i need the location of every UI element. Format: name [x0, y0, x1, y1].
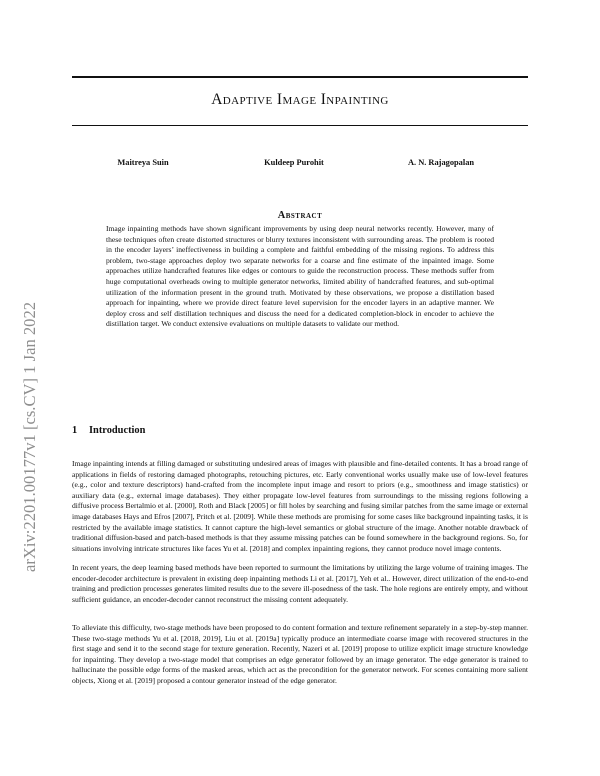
- author-name: Kuldeep Purohit: [264, 158, 324, 167]
- arxiv-sidebar: [19, 217, 41, 572]
- body-paragraph: Image inpainting intends at filling damaged or substituting undesired areas of images with plausible and fine-detailed contents. It has a broad range of applications in fields of restoring damaged photographs, retouching pictures, etc. Early conventional works usually make use of low-level features (e.g., color and texture descriptors) hand-crafted from the incomplete input image and resort to priors (e.g., smoothness and image statistics) or auxiliary data (e.g., external image databases). They either propagate low-level features from surroundings to the missing regions following a diffusive process Bertalmio et al. [2000], Roth and Black [2005] or fill holes by searching and fusing similar patches from the same image or external image databases Hays and Efros [2007], Pritch et al. [2009]. While these methods are promising for some cases like background inpainting tasks, it is restricted by the available image statistics. It cannot capture the high-level semantics or global structure of the image. Another notable drawback of traditional diffusion-based and patch-based methods is that they assume missing patches can be found somewhere in the background regions. So, for situations involving intricate structures like faces Yu et al. [2018] and complex inpainting regions, they cannot produce novel image contents.: [72, 459, 528, 553]
- author-name: A. N. Rajagopalan: [407, 158, 475, 167]
- section-heading: [72, 425, 145, 436]
- paper-title: Adaptive Image Inpainting: [211, 91, 389, 108]
- section-title: Introduction: [89, 425, 146, 436]
- author-list: [72, 158, 528, 172]
- title-top-rule: [72, 76, 528, 78]
- abstract-text: Image inpainting methods have shown significant improvements by using deep neural networks recently. However, many of these techniques often create distorted structures or blurry textures inconsistent with surrounding areas. The problem is rooted in the encoder layers’ ineffectiveness in building a complete and faithful embedding of the missing regions. To address this problem, two-stage approaches deploy two separate networks for a coarse and fine estimate of the inpainted image. Some approaches utilize handcrafted features like edges or contours to guide the reconstruction process. These methods suffer from huge computational overheads owing to multiple generator networks, limited ability of handcrafted features, and sub-optimal utilization of the information present in the ground truth. Motivated by these observations, we propose a distillation based approach for inpainting, where we provide direct feature level supervision for the encoder layers in an adaptive manner. We deploy cross and self distillation techniques and discuss the need for a dedicated completion-block in encoder to achieve the distillation target. We conduct extensive evaluations on multiple datasets to validate our method.: [106, 224, 494, 329]
- arxiv-identifier: arXiv:2201.00177v1 [cs.CV] 1 Jan 2022: [20, 301, 39, 572]
- abstract-heading: Abstract: [277, 210, 323, 221]
- title-bottom-rule: [72, 125, 528, 126]
- body-paragraph: In recent years, the deep learning based methods have been reported to surmount the limitations by utilizing the large volume of training images. The encoder-decoder architecture is prevalent in existing deep inpainting methods Li et al. [2017], Yeh et al.. However, direct utilization of the end-to-end training and prediction processes generates limited results due to the severe ill-posedness of the task. The hole regions are entirely empty, and without sufficient guidance, an encoder-decoder cannot reconstruct the missing content adequately.: [72, 563, 528, 604]
- author-name: Maitreya Suin: [117, 158, 169, 167]
- section-number: 1: [72, 425, 78, 436]
- body-paragraph: To alleviate this difficulty, two-stage methods have been proposed to do content formation and texture refinement separately in a step-by-step manner. These two-stage methods Yu et al. [2018, 2019], Liu et al. [2019a] typically produce an intermediate coarse image with recovered structures in the first stage and send it to the second stage for texture generation. Recently, Nazeri et al. [2019] propose to utilize explicit image structure knowledge for inpainting. They develop a two-stage model that comprises an edge generator followed by an image generator. The edge generator is trained to hallucinate the possible edge forms of the masked areas, which act as the precondition for the generator network. For scenes containing more salient objects, Xiong et al. [2019] proposed a contour generator instead of the edge generator.: [72, 623, 529, 685]
